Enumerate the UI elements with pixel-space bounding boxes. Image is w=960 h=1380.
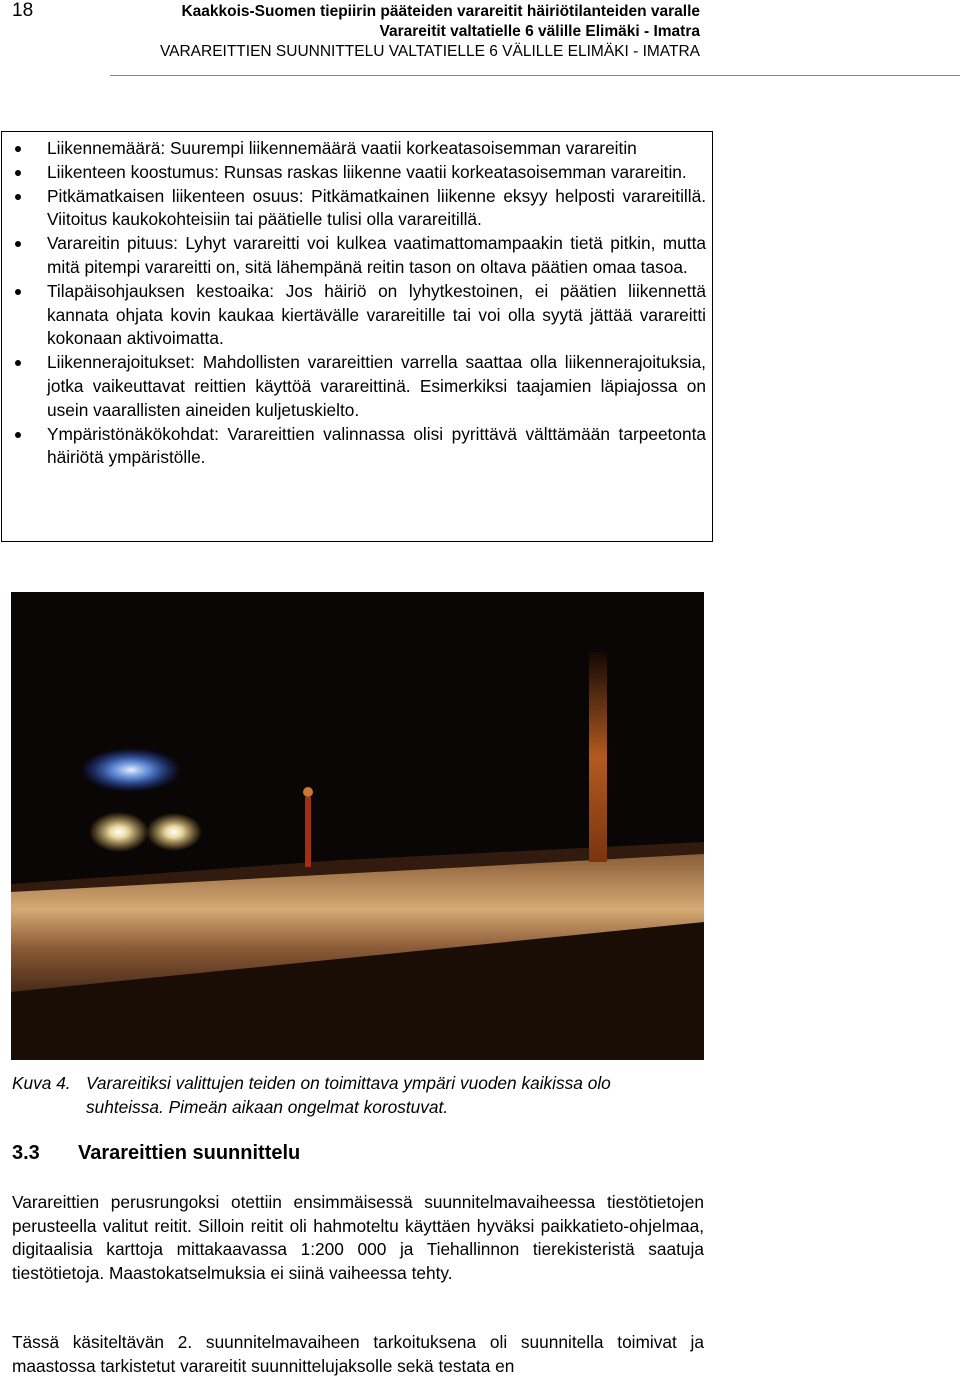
list-item: Varareitin pituus: Lyhyt varareitti voi kulkea vaatimattomampaakin tietä pitkin, mutta mitä pitempi varareitti on, sitä lähempänä reitin tason on oltava päätien omaa tasoa. <box>2 232 706 280</box>
person-silhouette <box>305 797 311 867</box>
list-item: Tilapäisohjauksen kestoaika: Jos häiriö on lyhytkestoinen, ei päätien liikennettä kannata ohjata kovin kaukaa kiertävälle varareitille tai voi olla syytä jättää varareitti kokonaan aktivoimatta. <box>2 280 706 351</box>
header-line-1: Kaakkois-Suomen tiepiirin pääteiden varareitit häiriötilanteiden varalle <box>181 3 700 20</box>
criteria-box <box>1 131 713 542</box>
list-item: Liikenteen koostumus: Runsas raskas liikenne vaatii korkeatasoisemman varareitin. <box>2 161 706 185</box>
list-item: Pitkämatkaisen liikenteen osuus: Pitkämatkainen liikenne eksyy helposti varareitillä. Viitoitus kaukokohteisiin tai päätielle tulisi olla varareitillä. <box>2 185 706 233</box>
section-number: 3.3 <box>12 1142 40 1164</box>
header-divider <box>110 75 960 76</box>
bullet-icon <box>15 360 21 366</box>
bullet-icon <box>15 194 21 200</box>
headlight-left <box>89 812 149 852</box>
emergency-light <box>81 748 181 792</box>
figure-caption <box>12 1071 705 1119</box>
body-paragraph-2: Tässä käsiteltävän 2. suunnitelmavaiheen tarkoituksena oli suunnitella toimivat ja maastossa tarkistetut varareitit suunnittelujaksolle sekä testata en <box>12 1332 704 1376</box>
bullet-icon <box>15 289 21 295</box>
bullet-icon <box>15 146 21 152</box>
caption-line-1: Varareitiksi valittujen teiden on toimittava ympäri vuoden kaikissa olo <box>86 1073 611 1093</box>
caption-line-2: suhteissa. Pimeän aikaan ongelmat korostuvat. <box>86 1097 449 1117</box>
list-item: Liikennerajoitukset: Mahdollisten varareittien varrella saattaa olla liikennerajoituksia, jotka vaikeuttavat reittien käyttöä varareittinä. Esimerkiksi taajamien läpiajossa on usein vaarallisten aineiden kuljetuskielto. <box>2 351 706 422</box>
utility-pole <box>589 652 607 862</box>
bullet-icon <box>15 170 21 176</box>
header-line-2: Varareitit valtatielle 6 välille Elimäki - Imatra <box>379 23 700 40</box>
body-paragraph-1: Varareittien perusrungoksi otettiin ensimmäisessä suunnitelmavaiheessa tiestötietojen perusteella valitut reitit. Silloin reitit oli hahmoteltu käyttäen hyväksi paikkatieto-ohjelmaa, digitaalisia karttoja mittakaavassa 1:200 000 ja Tiehallinnon tierekisteristä saatuja tiestötietoja. Maastokatselmuksia ei siinä vaiheessa tehty. <box>12 1192 704 1284</box>
section-heading <box>12 1142 300 1165</box>
header-line-3: VARAREITTIEN SUUNNITTELU VALTATIELLE 6 VÄLILLE ELIMÄKI - IMATRA <box>159 43 700 60</box>
page-number: 18 <box>12 0 34 21</box>
running-header <box>160 2 700 62</box>
person-head <box>303 787 313 797</box>
list-item: Liikennemäärä: Suurempi liikennemäärä vaatii korkeatasoisemman varareitin <box>2 137 706 161</box>
section-title: Varareittien suunnittelu <box>78 1142 301 1164</box>
night-road-photo <box>11 592 704 1060</box>
bullet-icon <box>15 241 21 247</box>
bullet-icon <box>15 432 21 438</box>
caption-label: Kuva 4. <box>12 1073 71 1093</box>
photo-illustration <box>11 592 704 1060</box>
criteria-list <box>2 137 706 470</box>
headlight-right <box>146 813 202 851</box>
list-item: Ympäristönäkökohdat: Varareittien valinnassa olisi pyrittävä välttämään tarpeetonta häiriötä ympäristölle. <box>2 423 706 471</box>
